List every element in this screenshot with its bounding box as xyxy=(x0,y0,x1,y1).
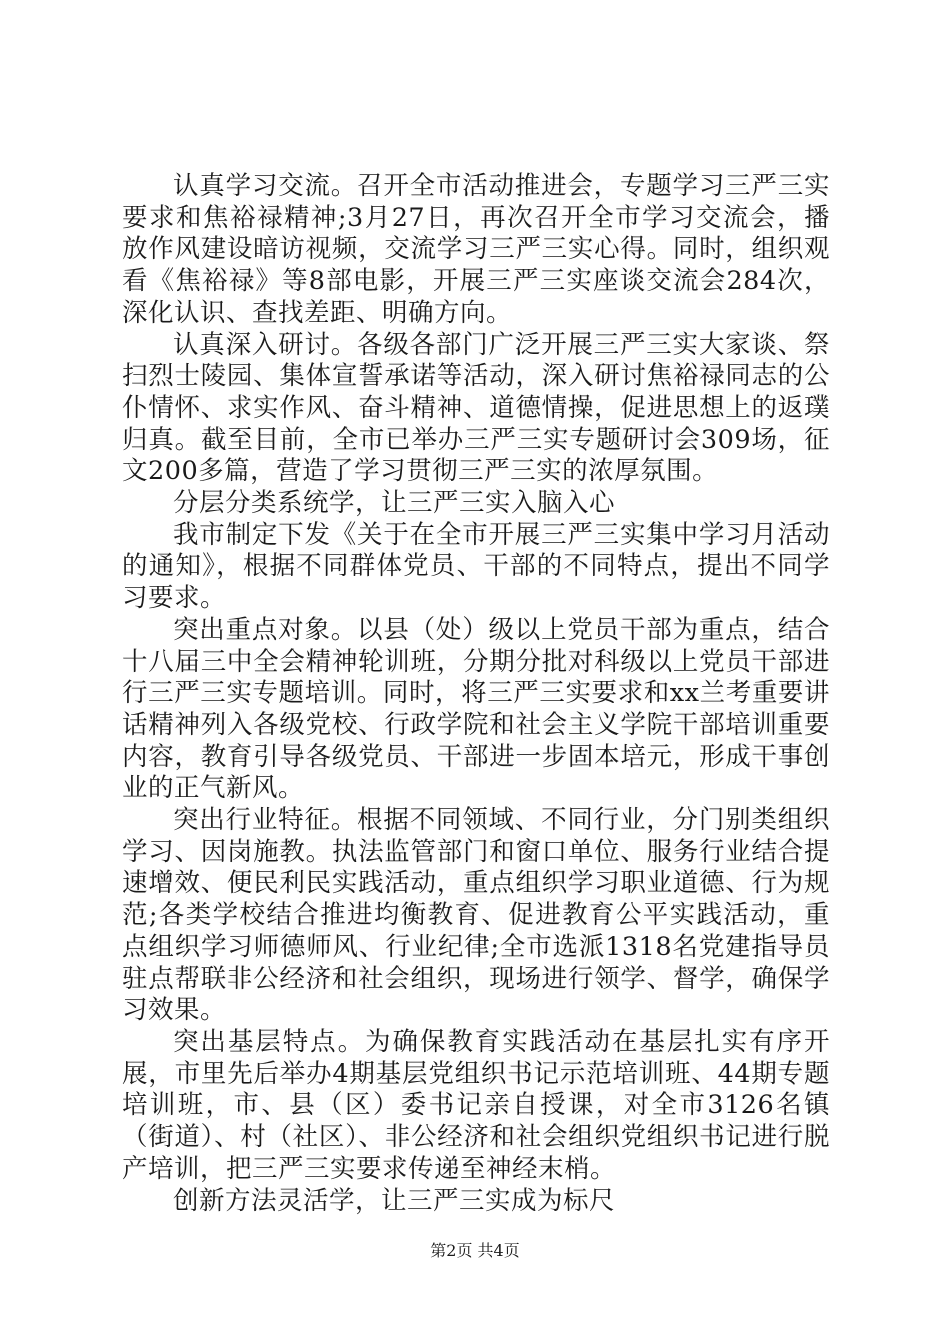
paragraph-study-exchange: 认真学习交流。召开全市活动推进会，专题学习三严三实要求和焦裕禄精神;3月27日，再次召开全市学习交流会，播放作风建设暗访视频，交流学习三严三实心得。同时，组织观看《焦裕禄》等8部电影，开展三严三实座谈交流会284次，深化认识、查找差距、明确方向。 xyxy=(122,171,830,328)
section-heading-innovative-methods: 创新方法灵活学，让三严三实成为标尺 xyxy=(173,1185,616,1216)
document-body xyxy=(122,171,830,1217)
paragraph-industry-features: 突出行业特征。根据不同领域、不同行业，分门别类组织学习、因岗施教。执法监管部门和窗口单位、服务行业结合提速增效、便民利民实践活动，重点组织学习职业道德、行为规范;各类学校结合推进均衡教育、促进教育公平实践活动，重点组织学习师德师风、行业纪律;全市选派1318名党建指导员驻点帮联非公经济和社会组织，现场进行领学、督学，确保学习效果。 xyxy=(122,805,830,1026)
page-footer xyxy=(0,1241,950,1261)
paragraph-notice: 我市制定下发《关于在全市开展三严三实集中学习月活动的通知》，根据不同群体党员、干部的不同特点，提出不同学习要求。 xyxy=(122,519,830,614)
paragraph-grassroots-features: 突出基层特点。为确保教育实践活动在基层扎实有序开展，市里先后举办4期基层党组织书记示范培训班、44期专题培训班，市、县（区）委书记亲自授课，对全市3126名镇（街道）、村（社区）、非公经济和社会组织党组织书记进行脱产培训，把三严三实要求传递至神经末梢。 xyxy=(122,1026,830,1184)
page-number-label: 第2页 共4页 xyxy=(430,1241,520,1260)
paragraph-in-depth-discussion: 认真深入研讨。各级各部门广泛开展三严三实大家谈、祭扫烈士陵园、集体宣誓承诺等活动，深入研讨焦裕禄同志的公仆情怀、求实作风、奋斗精神、道德情操，促进思想上的返璞归真。截至目前，全市已举办三严三实专题研讨会309场，征文200多篇，营造了学习贯彻三严三实的浓厚氛围。 xyxy=(122,329,830,487)
section-heading-layered-study: 分层分类系统学，让三严三实入脑入心 xyxy=(173,488,616,519)
paragraph-key-targets: 突出重点对象。以县（处）级以上党员干部为重点，结合十八届三中全会精神轮训班，分期分批对科级以上党员干部进行三严三实专题培训。同时，将三严三实要求和xx兰考重要讲话精神列入各级党校、行政学院和社会主义学院干部培训重要内容，教育引导各级党员、干部进一步固本培元，形成干事创业的正气新风。 xyxy=(122,614,830,804)
